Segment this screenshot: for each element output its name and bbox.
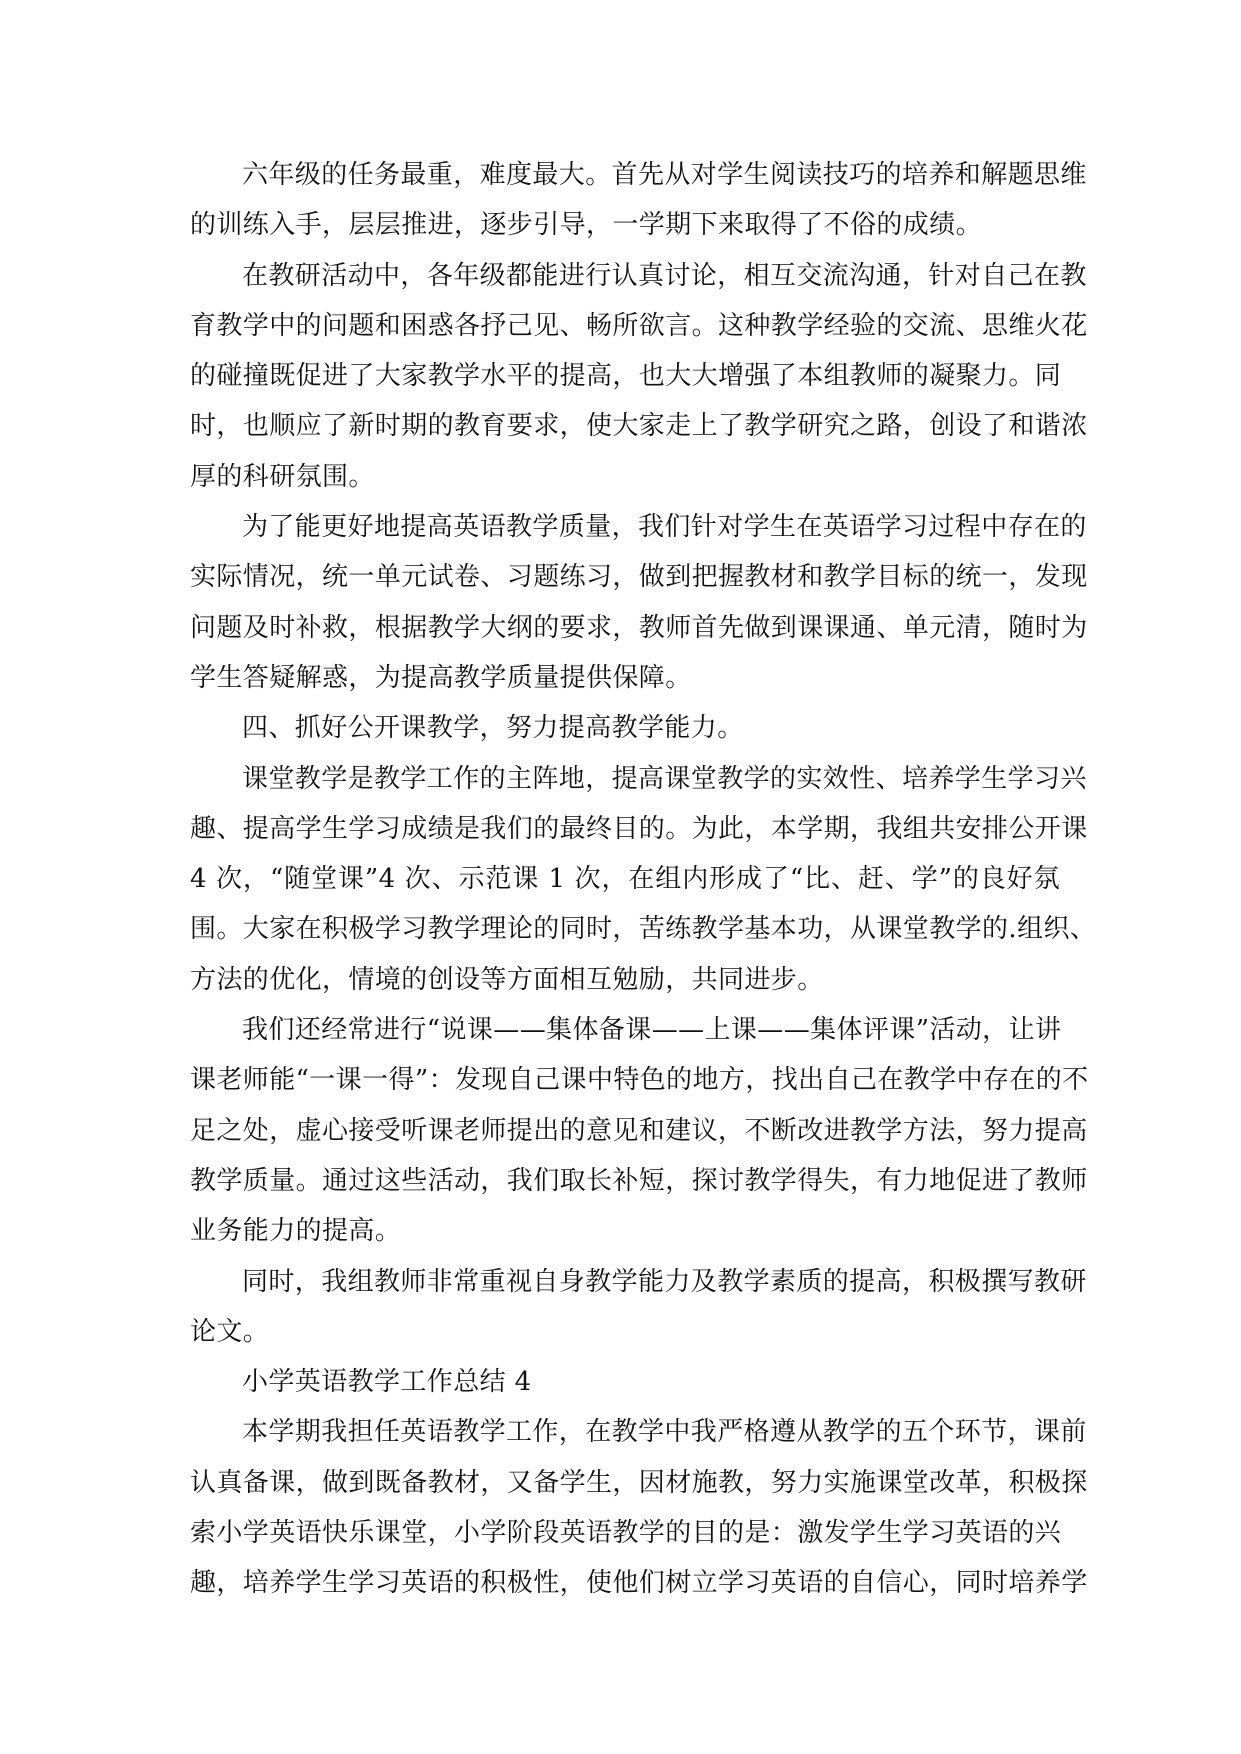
text-line: 四、抓好公开课教学，努力提高教学能力。 <box>242 713 744 744</box>
paragraph-papers <box>190 1257 1087 1358</box>
paragraph-lesson-activities <box>190 1005 1089 1256</box>
paragraph-teaching-research <box>190 251 1088 502</box>
text-line: 实际情况，统一单元试卷、习题练习，做到把握教材和教学目标的统一，发现 <box>190 562 1088 593</box>
text-line: 方法的优化，情境的创设等方面相互勉励，共同进步。 <box>190 964 824 995</box>
text-line: 索小学英语快乐课堂，小学阶段英语教学的目的是：激发学生学习英语的兴 <box>190 1518 1062 1549</box>
paragraph-this-semester <box>190 1407 1088 1608</box>
text-line: 的碰撞既促进了大家教学水平的提高，也大大增强了本组教师的凝聚力。同 <box>190 361 1062 392</box>
text-line: 厚的科研氛围。 <box>190 461 375 492</box>
text-line: 六年级的任务最重，难度最大。首先从对学生阅读技巧的培养和解题思维 <box>242 160 1087 190</box>
text-line: 围。大家在积极学习教学理论的同时，苦练教学基本功，从课堂教学的.组织、 <box>190 914 1097 945</box>
text-line: 为了能更好地提高英语教学质量，我们针对学生在英语学习过程中存在的 <box>242 512 1087 543</box>
text-line: 业务能力的提高。 <box>190 1216 402 1247</box>
document-body <box>190 150 1097 1609</box>
section-heading-four <box>190 703 1060 753</box>
text-line: 课堂教学是教学工作的主阵地，提高课堂教学的实效性、培养学生学习兴 <box>242 763 1087 794</box>
text-line: 4 次，“随堂课”4 次、示范课 1 次，在组内形成了“比、赶、学”的良好氛 <box>190 864 1060 895</box>
text-line: 趣，培养学生学习英语的积极性，使他们树立学习英语的自信心，同时培养学 <box>190 1568 1088 1599</box>
section-title-summary-4 <box>190 1357 1060 1407</box>
text-line: 本学期我担任英语教学工作，在教学中我严格遵从教学的五个环节，课前 <box>242 1417 1087 1448</box>
text-line: 课老师能“一课一得”：发现自己课中特色的地方，找出自己在教学中存在的不 <box>190 1065 1089 1096</box>
text-line: 论文。 <box>190 1316 270 1347</box>
text-line: 问题及时补救，根据教学大纲的要求，教师首先做到课课通、单元清，随时为 <box>190 612 1088 643</box>
text-line: 育教学中的问题和困惑各抒己见、畅所欲言。这种教学经验的交流、思维火花 <box>190 310 1088 341</box>
paragraph-classroom <box>190 754 1097 1005</box>
text-line: 时，也顺应了新时期的教育要求，使大家走上了教学研究之路，创设了和谐浓 <box>190 411 1088 442</box>
text-line: 教学质量。通过这些活动，我们取长补短，探讨教学得失，有力地促进了教师 <box>190 1165 1088 1196</box>
text-line: 足之处，虚心接受听课老师提出的意见和建议，不断改进教学方法，努力提高 <box>190 1115 1088 1146</box>
text-line: 在教研活动中，各年级都能进行认真讨论，相互交流沟通，针对自己在教 <box>242 260 1087 291</box>
paragraph-quality <box>190 502 1088 703</box>
text-line: 认真备课，做到既备教材，又备学生，因材施教，努力实施课堂改革，积极探 <box>190 1467 1088 1498</box>
paragraph-grade-six <box>190 150 1087 251</box>
text-line: 同时，我组教师非常重视自身教学能力及教学素质的提高，积极撰写教研 <box>242 1266 1087 1297</box>
text-line: 我们还经常进行“说课——集体备课——上课——集体评课”活动，让讲 <box>242 1015 1062 1046</box>
text-line: 小学英语教学工作总结 4 <box>242 1367 532 1398</box>
text-line: 学生答疑解惑，为提高教学质量提供保障。 <box>190 662 692 693</box>
text-line: 的训练入手，层层推进，逐步引导，一学期下来取得了不俗的成绩。 <box>190 210 983 241</box>
text-line: 趣、提高学生学习成绩是我们的最终目的。为此，本学期，我组共安排公开课 <box>190 813 1088 844</box>
